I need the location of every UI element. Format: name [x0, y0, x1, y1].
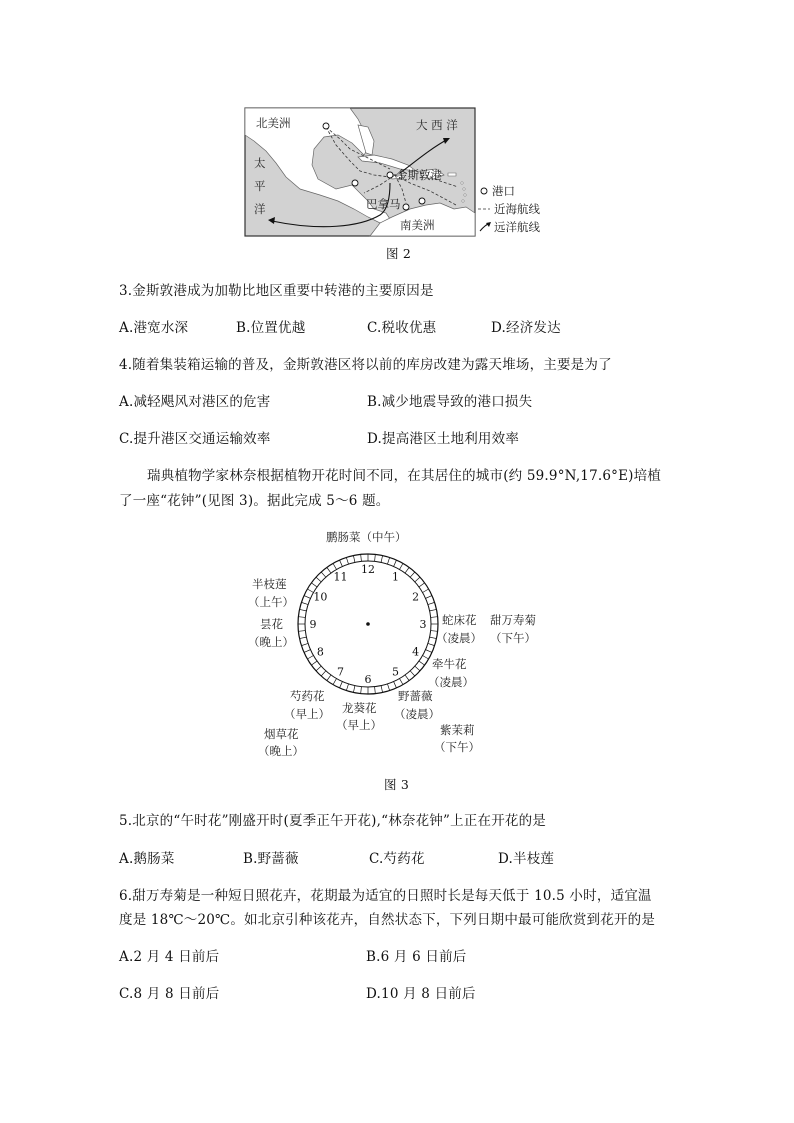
clock-hour-12: 12: [361, 563, 375, 576]
flower-sweet-time: （下午）: [490, 631, 536, 645]
clock-tick: [400, 679, 404, 685]
flower-jasmine-time: （下午）: [434, 740, 480, 754]
clock-tick: [423, 656, 429, 660]
flower-half-lotus-label: 半枝莲: [252, 577, 287, 591]
flower-peony-label: 芍药花: [290, 689, 325, 703]
flower-sunflower-time: （早上）: [336, 718, 382, 732]
q5-option-a: A.鹅肠菜: [119, 851, 175, 867]
clock-tick: [426, 596, 432, 599]
clock-tick: [394, 682, 397, 688]
clock-tick: [333, 679, 337, 685]
flower-dandelion-label: 鹏肠菜（中午）: [326, 530, 407, 544]
clock-tick: [346, 684, 348, 691]
q5-option-c: C.芍药花: [369, 851, 425, 867]
q6-option-a: A.2 月 4 日前后: [119, 949, 220, 965]
clock-tick: [375, 687, 376, 694]
q6-option-b: B.6 月 6 日前后: [366, 949, 467, 965]
clock-hour-9: 9: [309, 618, 317, 631]
flower-epiphyllum-time: （晚上）: [248, 635, 294, 649]
legend-port-label: 港口: [492, 184, 515, 198]
question-5-stem: 5.北京的“午时花”刚盛开时(夏季正午开花),“林奈花钟”上正在开花的是: [119, 813, 547, 829]
label-pacific-1: 太: [254, 156, 266, 170]
question-4-stem: 4.随着集装箱运输的普及，金斯敦港区将以前的库房改建为露天堆场，主要是为了: [119, 357, 612, 373]
figure-3-caption: 图 3: [384, 777, 410, 792]
clock-tick: [346, 557, 348, 564]
clock-tick: [381, 686, 382, 693]
clock-tick: [304, 596, 310, 599]
q3-option-b: B.位置优越: [236, 320, 306, 336]
clock-tick: [400, 563, 404, 569]
question-6-line-1: 6.甜万寿菊是一种短日照花卉，花期最为适宜的日照时长是每天低于 10.5 小时，适宜温: [119, 888, 652, 904]
label-north-america: 北美洲: [256, 116, 291, 130]
figure-2-caption: 图 2: [386, 246, 412, 261]
flower-morning-glory-label: 牵牛花: [432, 657, 467, 671]
legend-ocean-label: 远洋航线: [494, 220, 540, 234]
clock-tick: [430, 609, 437, 610]
clock-tick: [307, 656, 313, 660]
clock-tick: [300, 637, 307, 638]
flower-tobacco-label: 烟草花: [264, 727, 299, 741]
clock-hour-6: 6: [364, 673, 372, 686]
clock-tick: [301, 643, 308, 645]
flower-snake-time: （凌晨）: [436, 631, 482, 645]
label-atlantic: 大 西 洋: [416, 118, 458, 132]
flower-jasmine-label: 紫茉莉: [440, 723, 475, 737]
clock-tick: [423, 589, 429, 593]
clock-tick: [375, 554, 376, 561]
clock-tick: [387, 684, 389, 691]
clock-tick: [321, 572, 326, 577]
q4-option-a: A.减轻飓风对港区的危害: [119, 394, 271, 410]
clock-tick: [381, 556, 382, 563]
flower-half-lotus-time: （上午）: [248, 595, 294, 609]
flower-clock: [240, 526, 560, 770]
q5-option-b: B.野蔷薇: [243, 851, 299, 867]
clock-tick: [415, 577, 420, 582]
clock-hour-4: 4: [412, 645, 420, 659]
clock-tick: [316, 666, 321, 671]
clock-tick: [428, 602, 435, 604]
clock-tick: [311, 583, 317, 587]
question-3-stem: 3.金斯敦港成为加勒比地区重要中转港的主要原因是: [119, 283, 434, 299]
clock-tick: [316, 577, 321, 582]
clock-tick: [405, 567, 409, 573]
caribbean-map: [240, 105, 570, 240]
clock-tick: [405, 675, 409, 681]
clock-tick: [301, 602, 308, 604]
label-pacific-3: 洋: [254, 202, 266, 216]
q5-option-d: D.半枝莲: [498, 851, 555, 867]
clock-tick: [353, 556, 354, 563]
clock-hour-11: 11: [333, 570, 348, 584]
clock-tick: [304, 650, 310, 653]
q4-option-d: D.提高港区土地利用效率: [367, 431, 520, 447]
clock-tick: [353, 686, 354, 693]
clock-tick: [410, 671, 415, 676]
clock-tick: [426, 650, 432, 653]
clock-hour-7: 7: [337, 665, 344, 679]
clock-hour-2: 2: [412, 590, 420, 604]
q6-option-d: D.10 月 8 日前后: [366, 986, 476, 1002]
clock-tick: [298, 617, 305, 618]
flower-wild-rose-label: 野蔷薇: [398, 689, 433, 703]
flower-snake-label: 蛇床花: [442, 613, 477, 627]
label-panama: 巴拿马: [366, 197, 401, 211]
clock-hour-5: 5: [392, 665, 399, 679]
flower-wild-rose-time: （凌晨）: [394, 707, 440, 721]
label-south-america: 南美洲: [400, 218, 435, 232]
flower-sweet-label: 甜万寿菊: [490, 613, 536, 627]
label-pacific-2: 平: [254, 179, 266, 193]
intro-line-2: 了一座“花钟”(见图 3)。据此完成 5～6 题。: [119, 493, 390, 509]
question-6-line-2: 度是 18℃～20℃。如北京引种该花卉，自然状态下，下列日期中最可能欣赏到花开的是: [119, 912, 656, 928]
clock-tick: [419, 583, 425, 587]
q3-option-a: A.港宽水深: [119, 320, 189, 336]
legend-coastal-label: 近海航线: [494, 202, 540, 216]
clock-face: [298, 554, 438, 694]
clock-hour-3: 3: [419, 618, 427, 631]
clock-tick: [340, 560, 343, 566]
clock-tick: [394, 560, 397, 566]
q4-option-c: C.提升港区交通运输效率: [119, 431, 271, 447]
flower-sunflower-label: 龙葵花: [342, 701, 377, 715]
q4-option-b: B.减少地震导致的港口损失: [367, 394, 533, 410]
clock-tick: [415, 666, 420, 671]
flower-epiphyllum-label: 昙花: [260, 617, 283, 631]
q3-option-d: D.经济发达: [491, 320, 561, 336]
clock-tick: [321, 671, 326, 676]
clock-tick: [298, 631, 305, 632]
q6-option-c: C.8 月 8 日前后: [119, 986, 220, 1002]
flower-tobacco-time: （晚上）: [258, 744, 304, 758]
flower-morning-glory-time: （凌晨）: [428, 675, 474, 689]
intro-line-1: 瑞典植物学家林奈根据植物开花时间不同，在其居住的城市(约 59.9°N,17.6°E)培植: [147, 468, 662, 484]
clock-tick: [333, 563, 337, 569]
clock-tick: [340, 682, 343, 688]
clock-tick: [428, 643, 435, 645]
clock-hour-10: 10: [313, 590, 328, 604]
clock-tick: [410, 572, 415, 577]
clock-tick: [431, 617, 438, 618]
clock-tick: [300, 609, 307, 610]
clock-tick: [419, 661, 425, 665]
legend-port-icon: [481, 188, 487, 194]
clock-tick: [387, 557, 389, 564]
clock-hour-1: 1: [392, 570, 399, 584]
clock-hour-8: 8: [316, 645, 324, 659]
label-kingston: 金斯敦港: [396, 168, 442, 182]
clock-tick: [327, 675, 331, 681]
clock-tick: [311, 661, 317, 665]
clock-tick: [327, 567, 331, 573]
clock-tick: [361, 687, 362, 694]
flower-peony-time: （早上）: [284, 707, 330, 721]
q3-option-c: C.税收优惠: [367, 320, 437, 336]
clock-tick: [361, 554, 362, 561]
clock-center-dot: [366, 622, 370, 626]
